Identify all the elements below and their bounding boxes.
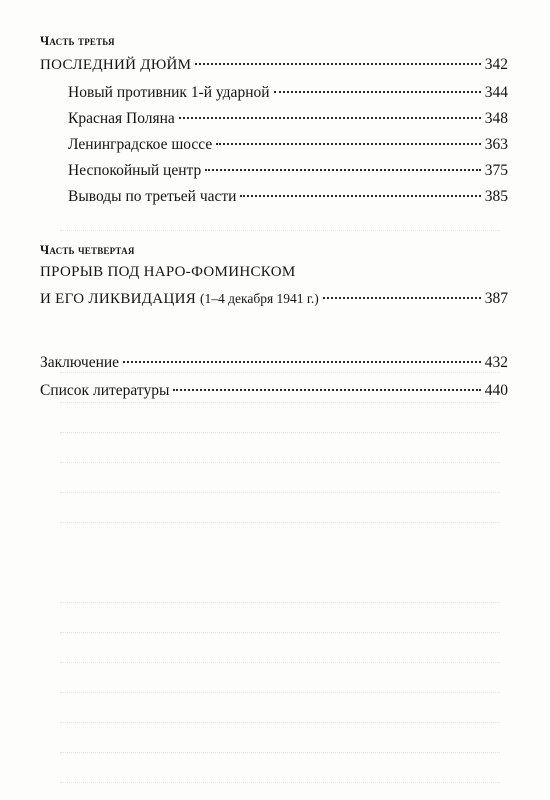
leader-dots <box>179 117 481 119</box>
toc-entry-page: 387 <box>484 290 508 307</box>
leader-dots <box>274 91 481 93</box>
toc-entry-title: Ленинградское шоссе <box>68 136 213 153</box>
part3-label: Часть третья <box>40 34 115 48</box>
toc-entry-title: Заключение <box>40 354 120 371</box>
toc-entry-title: Список литературы <box>40 382 170 399</box>
leader-dots <box>240 195 480 197</box>
part4-label: Часть четвертая <box>40 243 135 257</box>
toc-entry-sub[interactable] <box>68 110 508 128</box>
toc-entry-title: Новый противник 1-й ударной <box>68 84 270 101</box>
toc-entry-bibliography[interactable] <box>40 382 508 400</box>
toc-entry-page: 363 <box>484 136 508 153</box>
toc-entry-sub[interactable] <box>68 84 508 102</box>
toc-entry-page: 385 <box>484 188 508 205</box>
toc-entry-title: Неспокойный центр <box>68 162 202 179</box>
toc-entry-sub[interactable] <box>68 162 508 180</box>
leader-dots <box>205 169 481 171</box>
toc-entry-conclusion[interactable] <box>40 354 508 372</box>
toc-entry-page: 375 <box>484 162 508 179</box>
toc-entry-page: 342 <box>484 56 508 73</box>
toc-entry-title: И ЕГО ЛИКВИДАЦИЯ <box>40 291 197 307</box>
toc-entry-part3-main[interactable] <box>40 56 508 74</box>
toc-entry-title: Красная Поляна <box>68 110 175 127</box>
toc-entry-title: Выводы по третьей части <box>68 188 237 205</box>
leader-dots <box>123 361 481 363</box>
toc-entry-page: 348 <box>484 110 508 127</box>
toc-entry-part4-main[interactable] <box>40 290 508 308</box>
part4-title-line1: ПРОРЫВ ПОД НАРО-ФОМИНСКОМ <box>40 264 296 280</box>
toc-entry-sub[interactable] <box>68 136 508 154</box>
toc-entry-sub[interactable] <box>68 188 508 206</box>
toc-entry-title: ПОСЛЕДНИЙ ДЮЙМ <box>40 57 192 73</box>
toc-entry-page: 432 <box>484 354 508 371</box>
leader-dots <box>216 143 480 145</box>
toc-entry-page: 344 <box>484 84 508 101</box>
leader-dots <box>323 297 481 299</box>
leader-dots <box>195 63 480 65</box>
part4-dates: (1–4 декабря 1941 г.) <box>200 291 319 306</box>
leader-dots <box>173 389 480 391</box>
toc-entry-page: 440 <box>484 382 508 399</box>
